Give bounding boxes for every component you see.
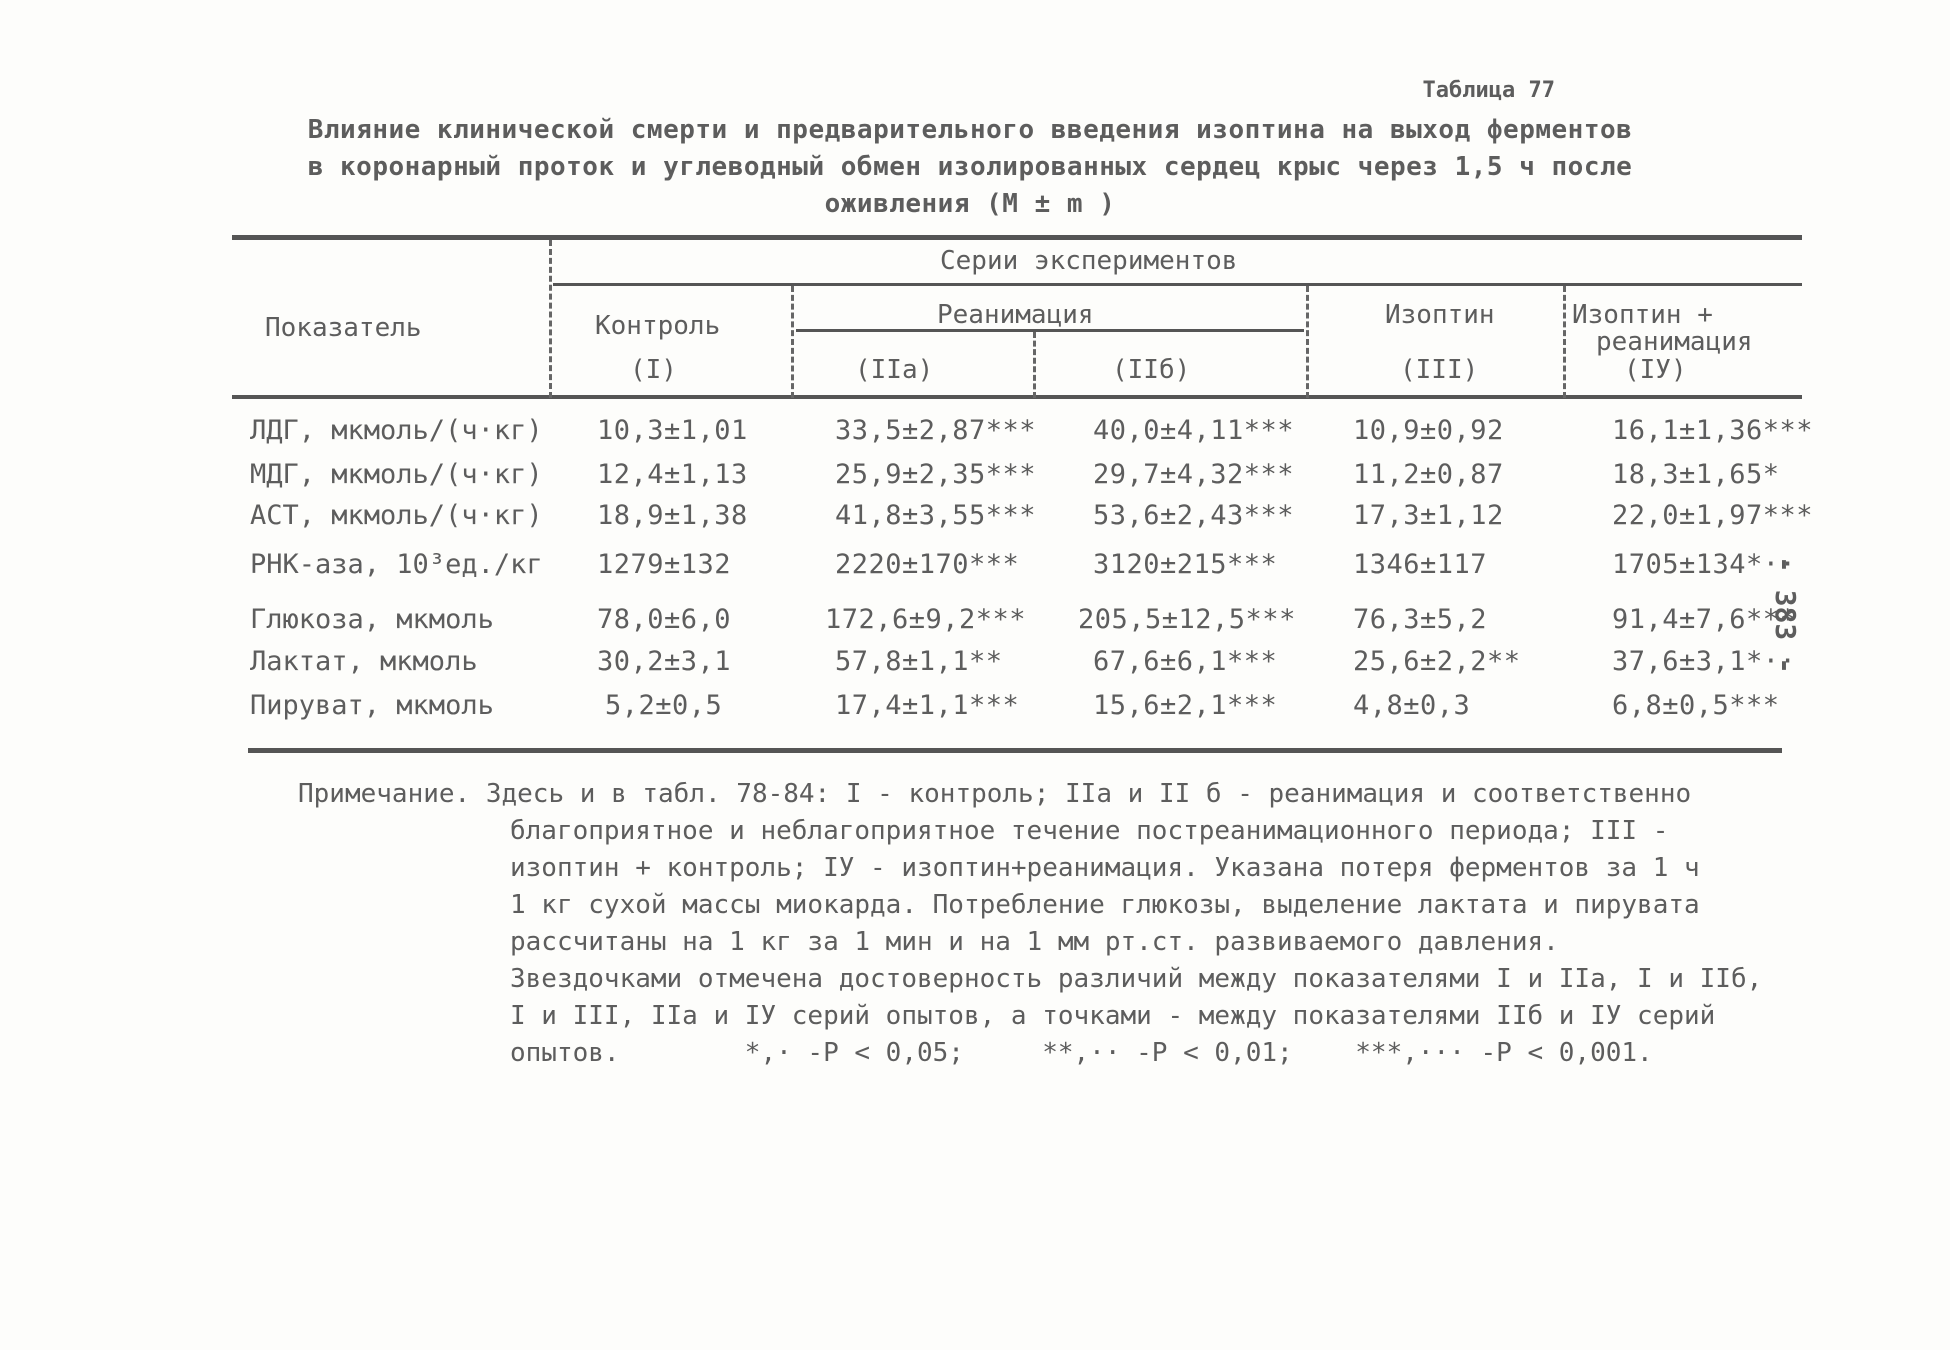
table-cell: 37,6±3,1*··	[1612, 646, 1797, 677]
row-label: РНК-аза, 10³ед./кг	[250, 549, 543, 580]
table-cell: 18,9±1,38	[597, 500, 748, 531]
note-line: 1 кг сухой массы миокарда. Потребление глюкозы, выделение лактата и пирувата	[510, 890, 1700, 920]
note-line: рассчитаны на 1 кг за 1 мин и на 1 мм рт.ст. развиваемого давления.	[510, 927, 1559, 957]
table-cell: 17,3±1,12	[1353, 500, 1504, 531]
column-divider	[1033, 332, 1036, 398]
table-cell: 172,6±9,2***	[825, 604, 1027, 635]
table-cell: 1279±132	[597, 549, 732, 580]
header-control-code: (I)	[630, 355, 677, 385]
header-bottom-rule	[232, 395, 1802, 399]
table-bottom-rule	[248, 748, 1782, 753]
row-label: Пируват, мкмоль	[250, 690, 494, 721]
row-label: МДГ, мкмоль/(ч·кг)	[250, 459, 543, 490]
table-cell: 18,3±1,65*	[1612, 459, 1780, 490]
table-cell: 15,6±2,1***	[1093, 690, 1278, 721]
row-label: Глюкоза, мкмоль	[250, 604, 494, 635]
header-isoptin-code: (III)	[1400, 355, 1479, 385]
note-line: I и III, IIа и IУ серий опытов, а точками - между показателями IIб и IУ серий	[510, 1001, 1716, 1031]
table-cell: 5,2±0,5	[605, 690, 723, 721]
header-isoptin-reanim: Изоптин +	[1572, 300, 1713, 330]
table-cell: 1346±117	[1353, 549, 1488, 580]
note-line: Примечание. Здесь и в табл. 78-84: I - контроль; IIа и II б - реанимация и соответственно	[298, 779, 1692, 809]
header-series: Серии экспериментов	[940, 246, 1238, 276]
header-control: Контроль	[595, 311, 721, 341]
table-cell: 30,2±3,1	[597, 646, 732, 677]
title-line: Влияние клинической смерти и предварительного введения изоптина на выход ферментов	[307, 115, 1633, 145]
table-cell: 91,4±7,6***	[1612, 604, 1797, 635]
header-indicator: Показатель	[265, 313, 422, 343]
column-divider	[1306, 286, 1309, 398]
table-cell: 16,1±1,36***	[1612, 415, 1814, 446]
table-cell: 29,7±4,32***	[1093, 459, 1295, 490]
column-divider	[549, 240, 552, 398]
header-reanimation: Реанимация	[937, 300, 1094, 330]
header-reanim-a: (IIа)	[855, 355, 934, 385]
table-cell: 33,5±2,87***	[835, 415, 1037, 446]
table-cell: 17,4±1,1***	[835, 690, 1020, 721]
row-label: АСТ, мкмоль/(ч·кг)	[250, 500, 543, 531]
note-line: изоптин + контроль; IУ - изоптин+реанимация. Указана потеря ферментов за 1 ч	[510, 853, 1700, 883]
header-isoptin-reanim-2: реанимация	[1596, 327, 1753, 357]
table-cell: 53,6±2,43***	[1093, 500, 1295, 531]
header-isoptin: Изоптин	[1385, 300, 1495, 330]
series-rule	[553, 283, 1802, 286]
table-cell: 78,0±6,0	[597, 604, 732, 635]
table-cell: 22,0±1,97***	[1612, 500, 1814, 531]
header-reanim-b: (IIб)	[1112, 355, 1191, 385]
row-label: Лактат, мкмоль	[250, 646, 478, 677]
header-isoptin-reanim-code: (IУ)	[1624, 355, 1687, 385]
table-cell: 67,6±6,1***	[1093, 646, 1278, 677]
table-cell: 205,5±12,5***	[1078, 604, 1296, 635]
note-line: благоприятное и неблагоприятное течение постреанимационного периода; III -	[510, 816, 1669, 846]
table-cell: 1705±134*··	[1612, 549, 1797, 580]
table-title	[230, 112, 1710, 223]
page-number: - 383 -	[1769, 556, 1802, 675]
table-cell: 76,3±5,2	[1353, 604, 1488, 635]
table-cell: 11,2±0,87	[1353, 459, 1504, 490]
table-cell: 12,4±1,13	[597, 459, 748, 490]
table-cell: 40,0±4,11***	[1093, 415, 1295, 446]
table-cell: 25,6±2,2**	[1353, 646, 1521, 677]
title-line: оживления (М ± m )	[824, 189, 1116, 219]
column-divider	[1563, 286, 1566, 398]
table-cell: 10,9±0,92	[1353, 415, 1504, 446]
row-label: ЛДГ, мкмоль/(ч·кг)	[250, 415, 543, 446]
column-divider	[791, 286, 794, 398]
table-cell: 10,3±1,01	[597, 415, 748, 446]
table-cell: 2220±170***	[835, 549, 1020, 580]
table-cell: 3120±215***	[1093, 549, 1278, 580]
table-cell: 6,8±0,5***	[1612, 690, 1780, 721]
table-cell: 41,8±3,55***	[835, 500, 1037, 531]
note-line: Звездочками отмечена достоверность различий между показателями I и IIа, I и IIб,	[510, 964, 1763, 994]
table-number: Таблица 77	[1422, 78, 1555, 103]
table-cell: 25,9±2,35***	[835, 459, 1037, 490]
table-top-rule	[232, 235, 1802, 240]
title-line: в коронарный проток и углеводный обмен изолированных сердец крыс через 1,5 ч после	[307, 152, 1633, 182]
table-cell: 4,8±0,3	[1353, 690, 1471, 721]
table-cell: 57,8±1,1**	[835, 646, 1003, 677]
note-line: опытов. *,· -Р < 0,05; **,·· -Р < 0,01; ***,··· -Р < 0,001.	[510, 1038, 1653, 1068]
